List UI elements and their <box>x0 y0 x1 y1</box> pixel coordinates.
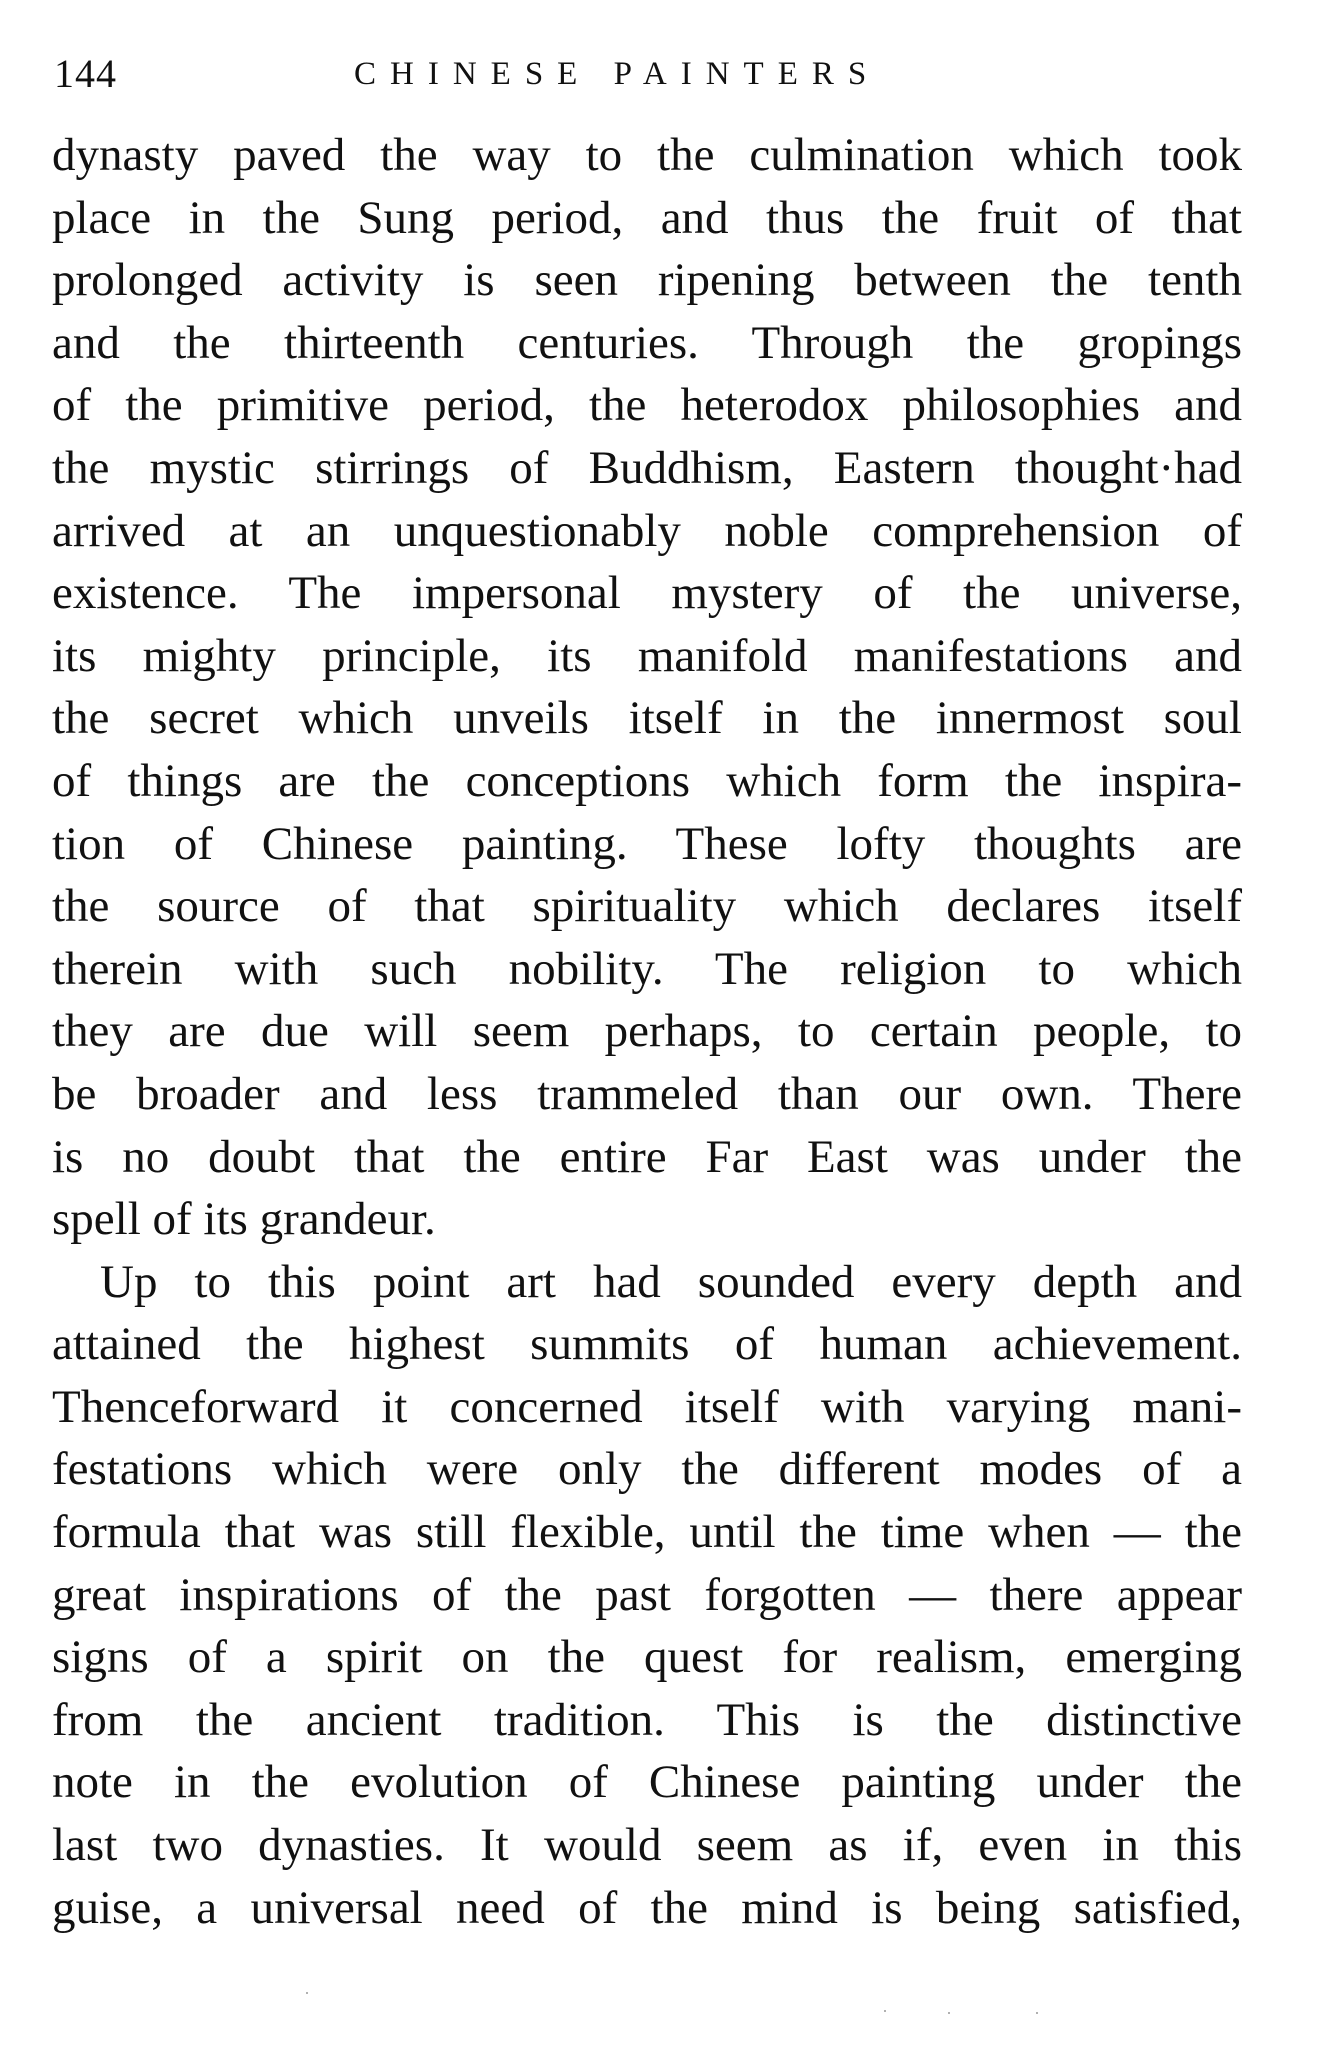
text-line: Thenceforward it concerned itself with varying mani- <box>52 1380 1242 1433</box>
text-line: the mystic stirrings of Buddhism, Eastern thought·had <box>52 441 1242 494</box>
text-line: arrived at an unquestionably noble comprehension of <box>52 504 1242 557</box>
text-line: its mighty principle, its manifold manifestations and <box>52 629 1242 682</box>
body-text <box>52 124 1242 1939</box>
scan-speck <box>306 1992 308 1994</box>
text-line: spell of its grandeur. <box>52 1193 436 1246</box>
paragraph <box>52 1251 1242 1940</box>
text-line: guise, a universal need of the mind is being satisfied, <box>52 1881 1242 1934</box>
text-line: the source of that spirituality which declares itself <box>52 880 1242 933</box>
text-line: Up to this point art had sounded every depth and <box>100 1255 1242 1308</box>
text-line: festations which were only the different modes of a <box>52 1443 1242 1496</box>
scan-speck <box>948 2012 950 2014</box>
scan-speck <box>1036 2012 1038 2014</box>
text-line: formula that was still flexible, until the time when — the <box>52 1506 1242 1559</box>
paragraph <box>52 124 1242 1251</box>
text-line: place in the Sung period, and thus the fruit of that <box>52 191 1242 244</box>
text-line: be broader and less trammeled than our own. There <box>52 1067 1242 1120</box>
running-head: CHINESE PAINTERS <box>354 56 881 92</box>
text-line: of the primitive period, the heterodox philosophies and <box>52 379 1242 432</box>
text-line: and the thirteenth centuries. Through the gropings <box>52 316 1242 369</box>
text-line: existence. The impersonal mystery of the universe, <box>52 567 1242 620</box>
page-header <box>54 44 1254 104</box>
text-line: last two dynasties. It would seem as if, even in this <box>52 1819 1242 1872</box>
text-line: is no doubt that the entire Far East was under the <box>52 1130 1242 1183</box>
text-line: signs of a spirit on the quest for realism, emerging <box>52 1631 1242 1684</box>
page-number: 144 <box>54 51 117 96</box>
scan-specks <box>0 1990 1332 2030</box>
text-line: attained the highest summits of human achievement. <box>52 1318 1242 1371</box>
text-line: the secret which unveils itself in the innermost soul <box>52 692 1242 745</box>
text-line: dynasty paved the way to the culmination which took <box>52 129 1242 181</box>
text-line: of things are the conceptions which form the inspira- <box>52 754 1242 807</box>
text-line: therein with such nobility. The religion to which <box>52 942 1242 995</box>
text-line: prolonged activity is seen ripening between the tenth <box>52 254 1242 307</box>
text-line: tion of Chinese painting. These lofty thoughts are <box>52 817 1242 870</box>
text-line: they are due will seem perhaps, to certain people, to <box>52 1005 1242 1058</box>
text-line: note in the evolution of Chinese painting under the <box>52 1756 1242 1809</box>
text-line: from the ancient tradition. This is the distinctive <box>52 1693 1242 1746</box>
text-line: great inspirations of the past forgotten — there appear <box>52 1568 1242 1621</box>
scan-speck <box>884 2010 886 2012</box>
